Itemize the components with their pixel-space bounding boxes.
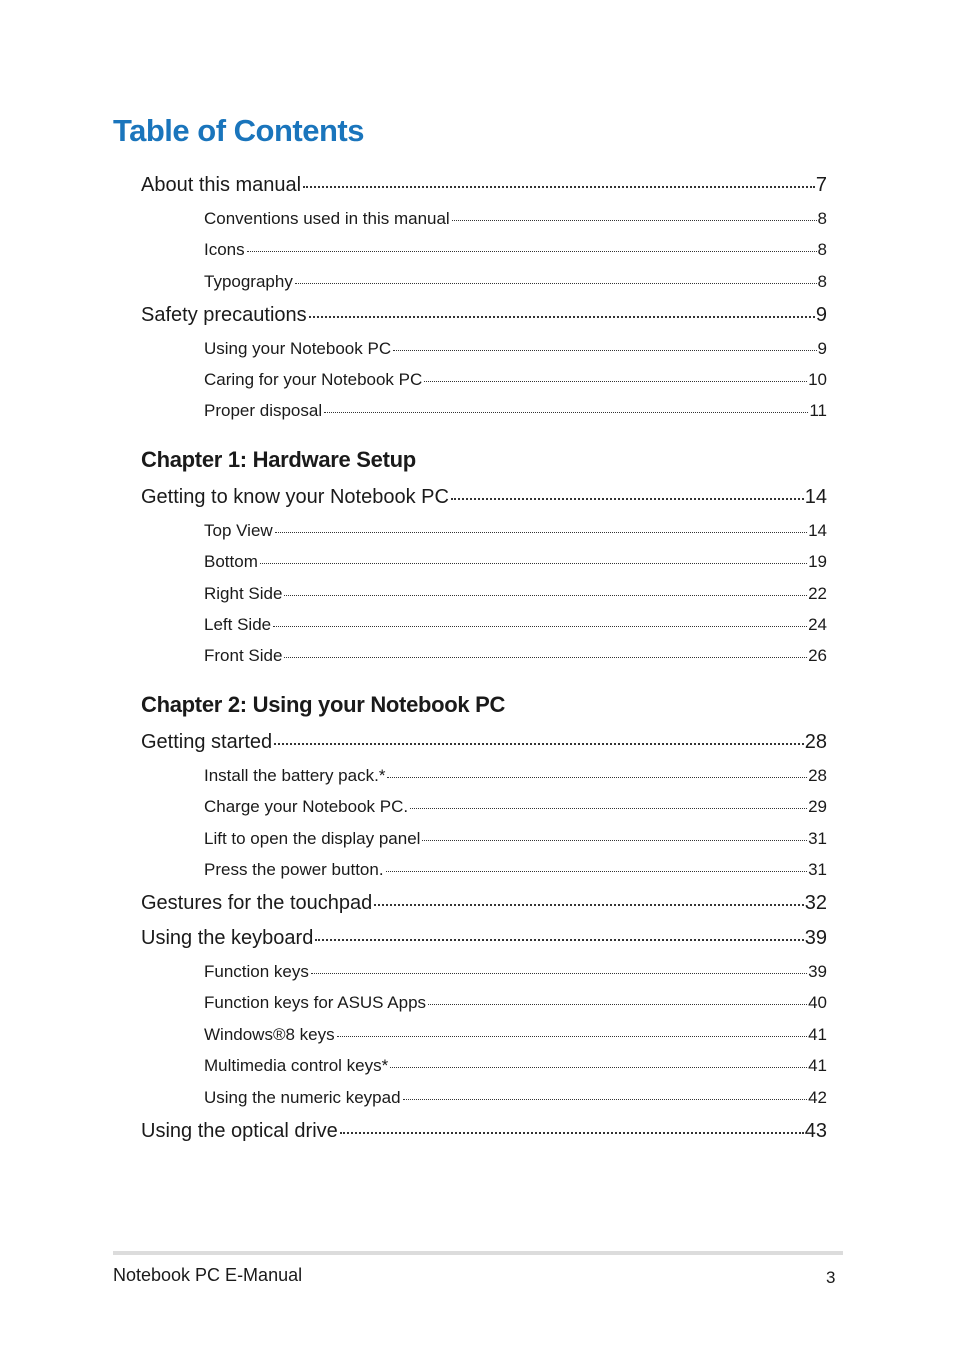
toc-subentry-page: 9 — [817, 339, 827, 358]
toc-subentry-page: 28 — [808, 766, 827, 785]
toc-entry-title: Using the keyboard — [141, 927, 314, 949]
toc-subentry-title: Press the power button. — [204, 860, 384, 879]
toc-subentry-page: 31 — [808, 829, 827, 848]
toc-subentry-page: 11 — [809, 401, 827, 420]
toc-subentry-page: 10 — [808, 370, 827, 389]
toc-subentry-title: Function keys for ASUS Apps — [204, 993, 427, 1012]
toc-entry[interactable] — [141, 888, 827, 918]
toc-subentry[interactable] — [204, 794, 827, 820]
chapter-heading: Chapter 2: Using your Notebook PC — [141, 692, 506, 717]
dot-leader — [284, 657, 807, 658]
toc-subentry-title: Proper disposal — [204, 401, 323, 420]
toc-subentry[interactable] — [204, 643, 827, 669]
toc-subentry[interactable] — [204, 518, 827, 544]
toc-subentry-page: 29 — [808, 797, 827, 816]
page-title: Table of Contents — [113, 113, 364, 148]
toc-subentry-page: 39 — [808, 962, 827, 981]
toc-entry-page: 39 — [804, 927, 827, 949]
toc-subentry-page: 40 — [808, 993, 827, 1012]
toc-subentry[interactable] — [204, 269, 827, 295]
dot-leader — [424, 381, 807, 382]
toc-subentry-page: 19 — [808, 552, 827, 571]
toc-subentry[interactable] — [204, 857, 827, 883]
dot-leader — [410, 808, 807, 809]
dot-leader — [393, 350, 816, 351]
dot-leader — [374, 904, 804, 906]
toc-subentry-title: Using your Notebook PC — [204, 339, 392, 358]
toc-entry-page: 28 — [804, 731, 827, 753]
dot-leader — [273, 626, 807, 627]
toc-entry-title: Safety precautions — [141, 304, 307, 326]
toc-entry[interactable] — [141, 923, 827, 953]
toc-subentry-page: 42 — [808, 1088, 827, 1107]
toc-entry[interactable] — [141, 170, 827, 200]
toc-subentry[interactable] — [204, 1085, 827, 1111]
toc-subentry-page: 14 — [808, 521, 827, 540]
footer-page-number: 3 — [826, 1268, 836, 1287]
dot-leader — [309, 316, 815, 318]
toc-entry-page: 32 — [804, 892, 827, 914]
toc-subentry[interactable] — [204, 1053, 827, 1079]
toc-subentry-title: Install the battery pack.* — [204, 766, 386, 785]
toc-subentry-title: Function keys — [204, 962, 309, 981]
toc-subentry-title: Using the numeric keypad — [204, 1088, 401, 1107]
chapter-heading: Chapter 1: Hardware Setup — [141, 447, 416, 472]
toc-subentry-page: 41 — [808, 1056, 827, 1075]
toc-subentry[interactable] — [204, 398, 827, 424]
toc-subentry[interactable] — [204, 367, 827, 393]
toc-entry-page: 7 — [815, 174, 827, 196]
toc-subentry[interactable] — [204, 1022, 827, 1048]
footer-divider — [113, 1251, 843, 1255]
dot-leader — [387, 777, 807, 778]
dot-leader — [303, 186, 815, 188]
toc-subentry-title: Front Side — [204, 646, 283, 665]
toc-subentry-title: Windows®8 keys — [204, 1025, 335, 1044]
toc-subentry-page: 8 — [817, 209, 827, 228]
dot-leader — [324, 412, 808, 413]
dot-leader — [403, 1099, 808, 1100]
toc-subentry-page: 24 — [808, 615, 827, 634]
toc-entry-page: 14 — [804, 486, 827, 508]
dot-leader — [275, 532, 807, 533]
toc-subentry[interactable] — [204, 763, 827, 789]
toc-subentry-page: 22 — [808, 584, 827, 603]
toc-subentry[interactable] — [204, 237, 827, 263]
toc-entry-page: 9 — [815, 304, 827, 326]
toc-subentry-title: Bottom — [204, 552, 258, 571]
toc-entry[interactable] — [141, 1116, 827, 1146]
toc-subentry-title: Caring for your Notebook PC — [204, 370, 423, 389]
dot-leader — [247, 251, 817, 252]
toc-subentry[interactable] — [204, 206, 827, 232]
toc-subentry[interactable] — [204, 581, 827, 607]
toc-subentry-page: 8 — [817, 240, 827, 259]
toc-subentry-title: Multimedia control keys* — [204, 1056, 389, 1075]
dot-leader — [284, 595, 807, 596]
toc-entry-title: Gestures for the touchpad — [141, 892, 373, 914]
toc-entry-page: 43 — [804, 1120, 827, 1142]
toc-subentry-page: 8 — [817, 272, 827, 291]
dot-leader — [428, 1004, 807, 1005]
dot-leader — [451, 498, 804, 500]
toc-subentry-page: 26 — [808, 646, 827, 665]
toc-entry[interactable] — [141, 482, 827, 512]
dot-leader — [422, 840, 807, 841]
toc-subentry-page: 31 — [808, 860, 827, 879]
toc-subentry-title: Icons — [204, 240, 245, 259]
toc-subentry[interactable] — [204, 826, 827, 852]
toc-subentry-title: Conventions used in this manual — [204, 209, 450, 228]
toc-entry[interactable] — [141, 300, 827, 330]
toc-subentry[interactable] — [204, 336, 827, 362]
dot-leader — [337, 1036, 807, 1037]
toc-entry-title: Getting to know your Notebook PC — [141, 486, 449, 508]
dot-leader — [311, 973, 807, 974]
toc-subentry[interactable] — [204, 990, 827, 1016]
dot-leader — [386, 871, 808, 872]
dot-leader — [390, 1067, 807, 1068]
toc-subentry-title: Right Side — [204, 584, 283, 603]
toc-entry-title: Getting started — [141, 731, 273, 753]
toc-subentry[interactable] — [204, 612, 827, 638]
toc-subentry[interactable] — [204, 549, 827, 575]
toc-subentry[interactable] — [204, 959, 827, 985]
dot-leader — [340, 1132, 804, 1134]
toc-subentry-title: Charge your Notebook PC. — [204, 797, 409, 816]
dot-leader — [452, 220, 817, 221]
toc-entry[interactable] — [141, 727, 827, 757]
dot-leader — [315, 939, 803, 941]
toc-subentry-title: Left Side — [204, 615, 272, 634]
toc-entry-title: About this manual — [141, 174, 302, 196]
dot-leader — [260, 563, 807, 564]
footer-title: Notebook PC E-Manual — [113, 1265, 303, 1285]
toc-subentry-page: 41 — [808, 1025, 827, 1044]
dot-leader — [274, 743, 804, 745]
toc-subentry-title: Typography — [204, 272, 293, 291]
toc-subentry-title: Top View — [204, 521, 273, 540]
toc-entry-title: Using the optical drive — [141, 1120, 338, 1142]
dot-leader — [295, 283, 817, 284]
toc-subentry-title: Lift to open the display panel — [204, 829, 421, 848]
